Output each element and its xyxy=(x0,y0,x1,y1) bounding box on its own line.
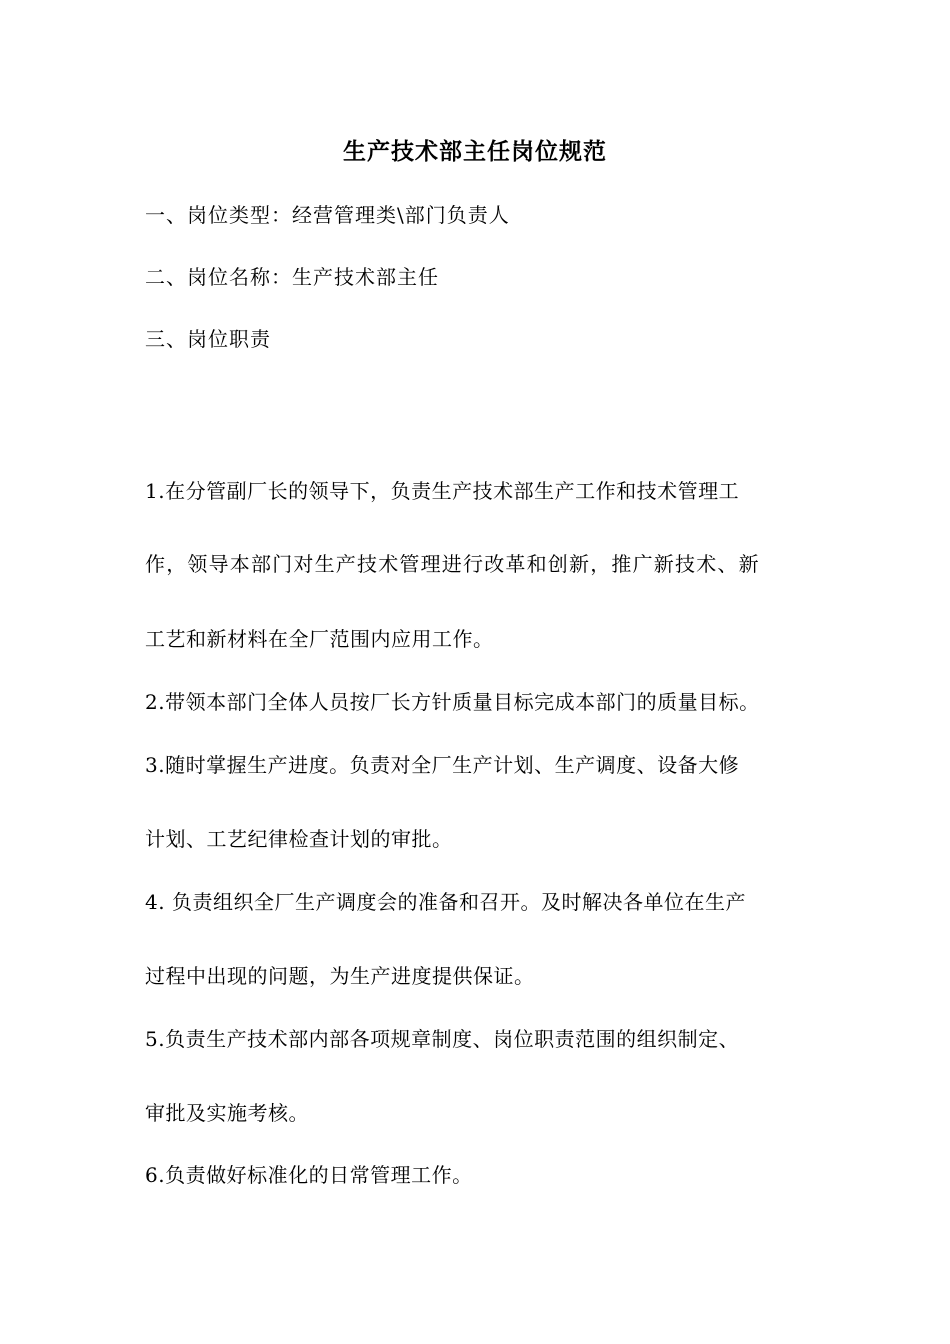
duty-6-line-1: 6.负责做好标准化的日常管理工作。 xyxy=(145,1163,473,1187)
duty-4-line-1: 4. 负责组织全厂生产调度会的准备和召开。及时解决各单位在生产 xyxy=(145,890,746,914)
duty-1-line-1: 1.在分管副厂长的领导下，负责生产技术部生产工作和技术管理工 xyxy=(145,479,740,503)
duty-3-line-2: 计划、工艺纪律检查计划的审批。 xyxy=(145,827,453,851)
duty-5-line-2: 审批及实施考核。 xyxy=(145,1101,309,1125)
duty-4-line-2: 过程中出现的问题，为生产进度提供保证。 xyxy=(145,964,535,988)
section-position-name: 二、岗位名称：生产技术部主任 xyxy=(145,265,439,289)
duty-1-line-2: 作，领导本部门对生产技术管理进行改革和创新，推广新技术、新 xyxy=(145,552,760,576)
section-duties-heading: 三、岗位职责 xyxy=(145,327,271,351)
duty-3-line-1: 3.随时掌握生产进度。负责对全厂生产计划、生产调度、设备大修 xyxy=(145,753,740,777)
duty-5-line-1: 5.负责生产技术部内部各项规章制度、岗位职责范围的组织制定、 xyxy=(145,1027,740,1051)
section-position-type: 一、岗位类型：经营管理类\部门负责人 xyxy=(145,203,510,227)
duty-2-line-1: 2.带领本部门全体人员按厂长方针质量目标完成本部门的质量目标。 xyxy=(145,690,760,714)
page-title: 生产技术部主任岗位规范 xyxy=(343,138,607,165)
duty-1-line-3: 工艺和新材料在全厂范围内应用工作。 xyxy=(145,627,494,651)
